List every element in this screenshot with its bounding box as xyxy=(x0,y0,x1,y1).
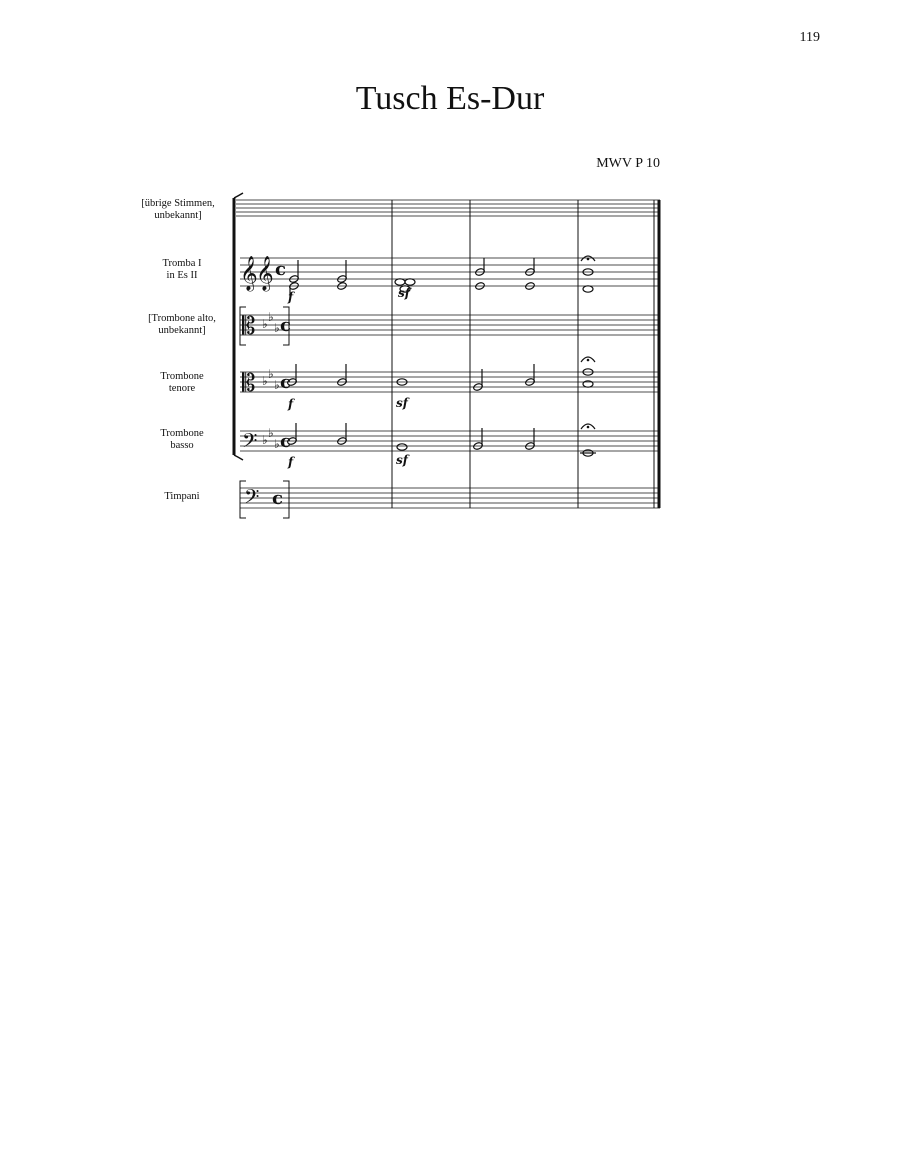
instrument-label-line: unbekannt] xyxy=(154,210,202,221)
flat-icon: ♭ xyxy=(274,378,280,392)
instrument-label-line: tenore xyxy=(168,383,196,394)
trombone-tenore-notes xyxy=(287,357,595,391)
staff-lines xyxy=(240,431,660,451)
common-time-icon: c xyxy=(280,315,291,336)
instrument-label-line: Trombone xyxy=(160,428,204,439)
catalog-number: MWV P 10 xyxy=(596,156,660,171)
dynamic-forte: f xyxy=(288,290,294,304)
fermata-dot xyxy=(587,426,590,429)
common-time-icon: c xyxy=(275,259,286,280)
dynamic-forte: f xyxy=(288,455,294,469)
page-number: 119 xyxy=(799,30,820,45)
bass-clef-icon: 𝄢 xyxy=(242,429,258,457)
instrument-label-line: Tromba I xyxy=(162,258,202,269)
flat-icon: ♭ xyxy=(268,367,274,381)
instrument-label-line: Trombone xyxy=(160,371,204,382)
alto-clef-icon: 𝄡 xyxy=(242,369,256,397)
dynamic-sforzando: sf xyxy=(398,286,410,300)
flat-icon: ♭ xyxy=(262,374,268,388)
instrument-label-line: [übrige Stimmen, xyxy=(141,198,215,209)
alto-clef-icon: 𝄡 xyxy=(242,312,256,340)
dynamic-forte: f xyxy=(288,397,294,411)
flat-icon: ♭ xyxy=(262,433,268,447)
flat-icon: ♭ xyxy=(262,317,268,331)
tromba-notes xyxy=(289,256,595,298)
staff-lines xyxy=(240,488,660,508)
fermata-dot xyxy=(587,359,590,362)
treble-clef-icon: 𝄞 xyxy=(240,256,258,291)
instrument-label-line: unbekannt] xyxy=(158,325,206,336)
fermata-dot xyxy=(587,258,590,261)
instrument-label-line: basso xyxy=(170,440,194,451)
instrument-label-line: Timpani xyxy=(164,491,200,502)
flat-icon: ♭ xyxy=(274,321,280,335)
instrument-label-line: in Es II xyxy=(166,270,198,281)
instrument-label-line: [Trombone alto, xyxy=(148,313,216,324)
flat-icon: ♭ xyxy=(274,437,280,451)
dynamic-sforzando: sf xyxy=(396,396,408,410)
staff-lines xyxy=(236,200,660,216)
bass-clef-icon: 𝄢 xyxy=(244,485,260,513)
dynamic-sforzando: sf xyxy=(396,453,408,467)
flat-icon: ♭ xyxy=(268,426,274,440)
flat-icon: ♭ xyxy=(268,310,274,324)
common-time-icon: c xyxy=(280,372,291,393)
staff-lines xyxy=(240,315,660,335)
staff-lines xyxy=(240,372,660,392)
common-time-icon: c xyxy=(272,488,283,509)
staff-lines xyxy=(240,258,660,286)
page-title: Tusch Es-Dur xyxy=(355,80,545,117)
common-time-icon: c xyxy=(280,431,291,452)
barlines xyxy=(392,200,659,508)
treble-clef-icon: 𝄞 xyxy=(256,256,274,291)
